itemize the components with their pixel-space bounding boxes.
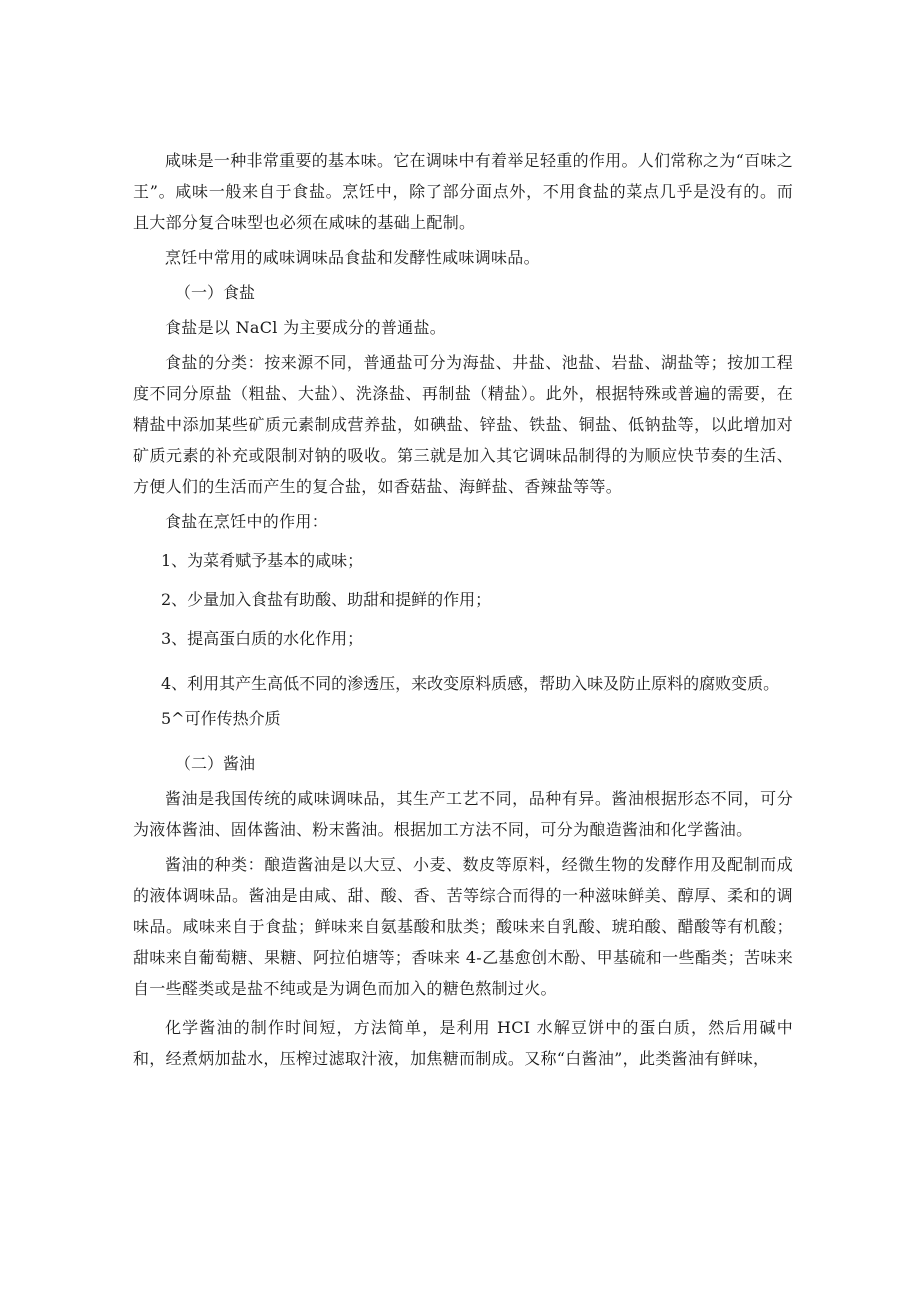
list-item-role-1: 1、为菜肴赋予基本的咸味；: [161, 551, 364, 570]
list-item-role-3: 3、提高蛋白质的水化作用；: [161, 629, 364, 648]
list-item-role-5: 5^可作传热介质: [161, 709, 281, 728]
paragraph-soy-intro: 酱油是我国传统的咸味调味品，其生产工艺不同，品种有异。酱油根据形态不同，可分为液体酱油、固体酱油、粉末酱油。根据加工方法不同，可分为酿造酱油和化学酱油。: [133, 789, 793, 839]
paragraph-salt-classification: 食盐的分类：按来源不同，普通盐可分为海盐、井盐、池盐、岩盐、湖盐等；按加工程度不同分原盐（粗盐、大盐）、洗涤盐、再制盐（精盐）。此外，根据特殊或普遍的需要，在精盐中添加某些矿质元素制成营养盐，如碘盐、锌盐、铁盐、铜盐、低钠盐等，以此增加对矿质元素的补充或限制对钠的吸收。第三就是加入其它调味品制得的为顺应快节奏的生活、方便人们的生活而产生的复合盐，如香菇盐、海鲜盐、香辣盐等等。: [133, 353, 793, 496]
paragraph-salt-role: 食盐在烹饪中的作用：: [165, 512, 329, 531]
paragraph-chemical-soy: 化学酱油的制作时间短，方法简单，是利用 HCI 水解豆饼中的蛋白质，然后用碱中和，经煮炳加盐水，压榨过滤取汁液，加焦糖而制成。又称“白酱油”，此类酱油有鲜味，: [133, 1018, 793, 1068]
section-heading-soy-sauce: （二）酱油: [175, 754, 256, 773]
list-item-role-2: 2、少量加入食盐有助酸、助甜和提鲜的作用；: [161, 590, 492, 609]
section-heading-salt: （一）食盐: [175, 283, 256, 302]
list-item-role-4: 4、利用其产生高低不同的渗透压，来改变原料质感，帮助入味及防止原料的腐败变质。: [161, 674, 780, 693]
paragraph-soy-types: 酱油的种类：酿造酱油是以大豆、小麦、数皮等原料，经微生物的发酵作用及配制而成的液体调味品。酱油是由咸、甜、酸、香、苦等综合而得的一种滋味鲜美、醇厚、柔和的调味品。咸味来自于食盐；鲜味来自氨基酸和肽类；酸味来自乳酸、琥珀酸、醋酸等有机酸；甜味来自葡萄糖、果糖、阿拉伯塘等；香味来 4-乙基愈创木酚、甲基硫和一些酯类；苦味来自一些醛类或是盐不纯或是为调色而加入的糖色熬制过火。: [133, 855, 793, 998]
paragraph-salt-definition: 食盐是以 NaCl 为主要成分的普通盐。: [165, 318, 447, 337]
paragraph-common-seasonings: 烹饪中常用的咸味调味品食盐和发酵性咸味调味品。: [165, 248, 540, 267]
document-body: [133, 145, 793, 1074]
paragraph-salty-intro: 咸味是一种非常重要的基本味。它在调味中有着举足轻重的作用。人们常称之为“百味之王”。咸味一般来自于食盐。烹饪中，除了部分面点外，不用食盐的菜点几乎是没有的。而且大部分复合味型也必须在咸味的基础上配制。: [133, 151, 793, 232]
